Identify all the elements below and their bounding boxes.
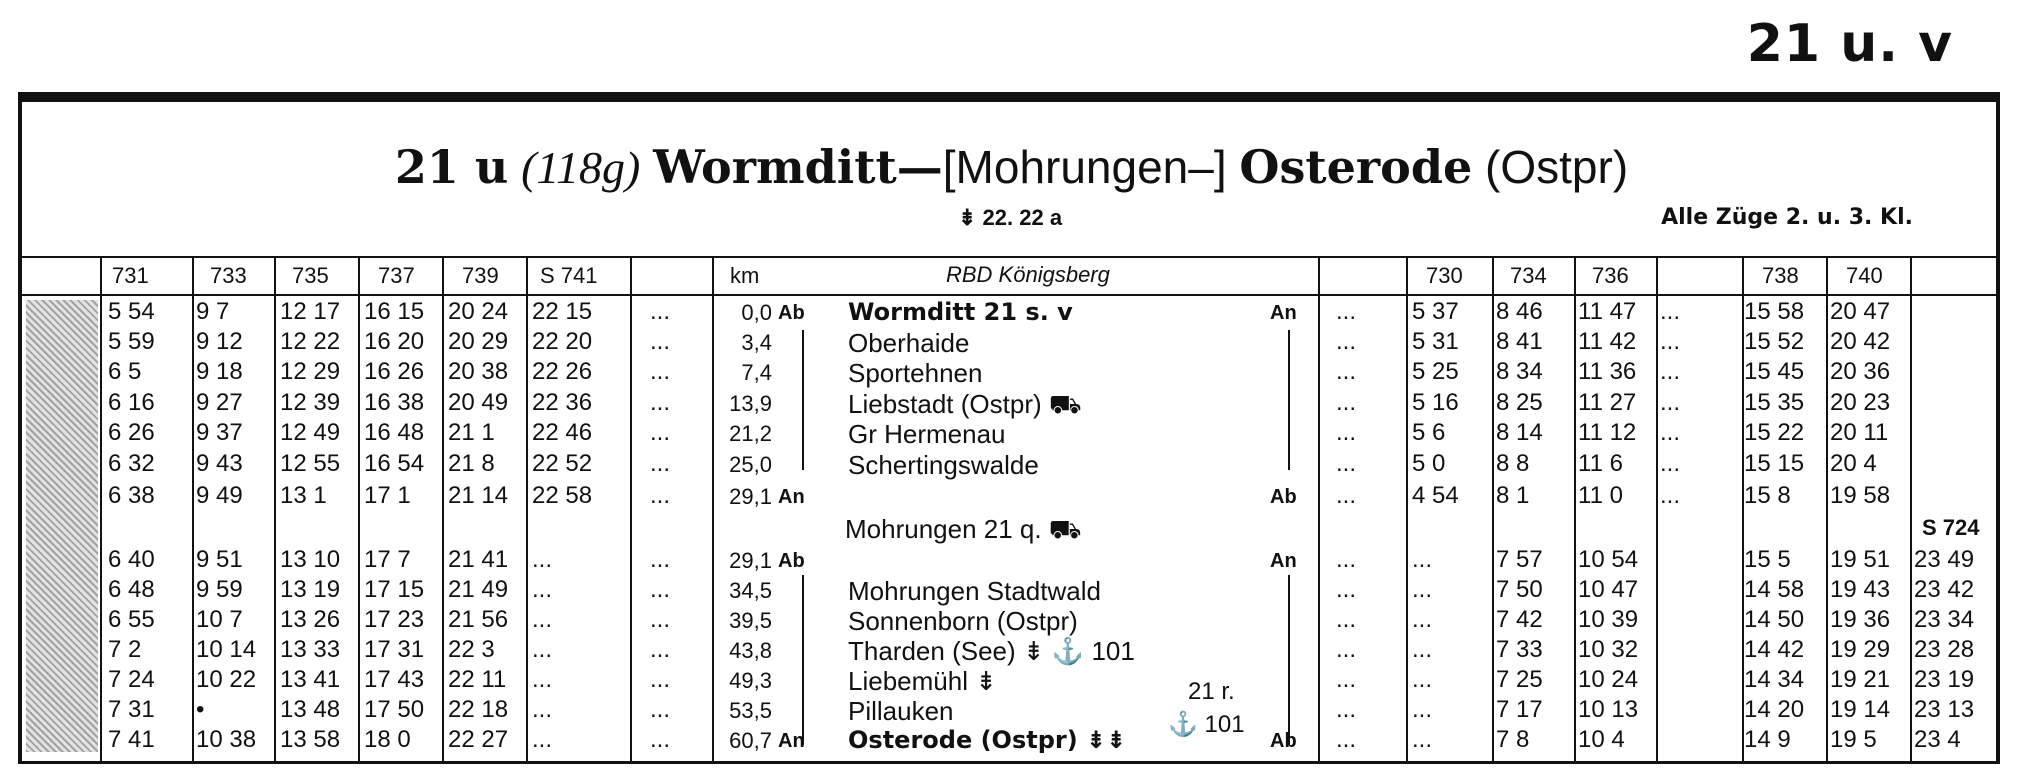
departure-time: 15 52 — [1744, 328, 1805, 355]
departure-time: 9 51 — [196, 546, 243, 573]
column-divider — [630, 258, 632, 764]
station-name: Sonnenborn (Ostpr) — [848, 606, 1078, 636]
column-divider — [1826, 258, 1828, 764]
departure-time: 10 13 — [1578, 696, 1639, 723]
route-via: [Mohrungen–] — [942, 141, 1227, 193]
departure-time: 9 27 — [196, 389, 243, 416]
empty-marker: ... — [1336, 450, 1357, 477]
departure-time: 6 16 — [108, 389, 155, 416]
departure-time: 10 54 — [1578, 546, 1639, 573]
departure-time: 20 42 — [1830, 328, 1891, 355]
km-value: 0,0 — [741, 300, 772, 325]
departure-time: 6 40 — [108, 546, 155, 573]
departure-time: 17 1 — [364, 482, 411, 509]
departure-time: 9 59 — [196, 576, 243, 603]
departure-time: 7 25 — [1496, 666, 1543, 693]
empty-marker: ... — [1336, 726, 1357, 753]
empty-marker: ... — [1336, 419, 1357, 446]
departure-time: ... — [1412, 696, 1433, 723]
km-value: 49,3 — [729, 668, 772, 693]
departure-time: 23 42 — [1914, 576, 1975, 603]
departure-time: 19 51 — [1830, 546, 1891, 573]
empty-marker: ... — [1660, 450, 1681, 477]
right-train-header: 738 — [1762, 263, 1799, 288]
authority: RBD Königsberg — [946, 262, 1110, 287]
departure-time: 15 8 — [1744, 482, 1791, 509]
departure-time: 21 8 — [448, 450, 495, 477]
departure-time: 19 58 — [1830, 482, 1891, 509]
departure-time: 11 36 — [1578, 358, 1637, 385]
departure-time: 21 41 — [448, 546, 509, 573]
departure-time: 16 20 — [364, 328, 425, 355]
empty-marker: ... — [1336, 636, 1357, 663]
departure-time: 12 49 — [280, 419, 341, 446]
departure-time: 10 32 — [1578, 636, 1639, 663]
departure-time: ... — [1412, 636, 1433, 663]
departure-time: 13 41 — [280, 666, 341, 693]
empty-marker: ... — [650, 419, 671, 446]
departure-time: 19 21 — [1830, 666, 1891, 693]
departure-time: 20 11 — [1830, 419, 1889, 446]
departure-time: 13 26 — [280, 606, 341, 633]
departure-time: 16 38 — [364, 389, 425, 416]
departure-time: ... — [532, 576, 553, 603]
departure-time: 9 37 — [196, 419, 243, 446]
departure-time: 12 55 — [280, 450, 341, 477]
departure-time: 23 19 — [1914, 666, 1975, 693]
departure-time: 17 23 — [364, 606, 425, 633]
right-train-header: 740 — [1846, 263, 1883, 288]
empty-marker: ... — [650, 358, 671, 385]
right-train-header: 734 — [1510, 263, 1547, 288]
departure-time: 8 8 — [1496, 450, 1530, 477]
departure-time: ... — [1412, 726, 1433, 753]
departure-time: • — [196, 696, 205, 723]
departure-time: 13 1 — [280, 482, 327, 509]
km-value: 43,8 — [729, 638, 772, 663]
departure-time: ... — [532, 666, 553, 693]
departure-time: 17 15 — [364, 576, 425, 603]
empty-marker: ... — [1336, 328, 1357, 355]
departure-time: 15 35 — [1744, 389, 1805, 416]
departure-time: 22 36 — [532, 389, 593, 416]
page-reference: 21 u. v — [1746, 14, 1953, 74]
departure-time: 21 14 — [448, 482, 509, 509]
station-name: Mohrungen Stadtwald — [848, 576, 1101, 606]
empty-marker: ... — [1660, 298, 1681, 325]
column-divider — [526, 258, 528, 764]
departure-time: ... — [532, 696, 553, 723]
departure-time: 11 12 — [1578, 419, 1637, 446]
column-divider — [1574, 258, 1576, 764]
column-divider — [274, 258, 276, 764]
departure-time: 7 17 — [1496, 696, 1543, 723]
departure-time: 23 4 — [1914, 726, 1961, 753]
station-name: Wormditt 21 s. v — [848, 298, 1073, 326]
empty-marker: ... — [650, 298, 671, 325]
departure-time: 13 19 — [280, 576, 341, 603]
departure-time: 17 50 — [364, 696, 425, 723]
note-21r: 21 r. — [1188, 678, 1235, 705]
departure-time: 12 29 — [280, 358, 341, 385]
left-train-header: S 741 — [540, 263, 598, 288]
empty-marker: ... — [1660, 328, 1681, 355]
route-region: (Ostpr) — [1485, 141, 1629, 193]
departure-time: 13 10 — [280, 546, 341, 573]
column-divider — [1910, 258, 1912, 764]
departure-time: 7 31 — [108, 696, 155, 723]
departure-time: 11 0 — [1578, 482, 1623, 509]
km-value: 21,2 — [729, 421, 772, 446]
station-name: Schertingswalde — [848, 450, 1039, 480]
departure-time: 5 54 — [108, 298, 155, 325]
departure-time: ... — [532, 726, 553, 753]
km-value: 13,9 — [729, 391, 772, 416]
departure-time: 14 34 — [1744, 666, 1805, 693]
column-divider — [192, 258, 194, 764]
empty-marker: ... — [650, 606, 671, 633]
departure-time: 21 49 — [448, 576, 509, 603]
departure-time: 20 4 — [1830, 450, 1877, 477]
empty-marker: ... — [1660, 482, 1681, 509]
departure-time: 6 48 — [108, 576, 155, 603]
departure-time: 6 55 — [108, 606, 155, 633]
empty-marker: ... — [1336, 389, 1357, 416]
empty-marker: ... — [1660, 389, 1681, 416]
departure-time: ... — [532, 546, 553, 573]
departure-time: 6 38 — [108, 482, 155, 509]
departure-time: 20 24 — [448, 298, 509, 325]
departure-time: 11 47 — [1578, 298, 1637, 325]
departure-time: 5 16 — [1412, 389, 1459, 416]
empty-marker: ... — [650, 328, 671, 355]
column-divider — [1406, 258, 1408, 764]
right-train-header: 730 — [1426, 263, 1463, 288]
timetable-title — [0, 140, 2023, 194]
departure-time: 14 20 — [1744, 696, 1805, 723]
departure-time: ... — [1412, 606, 1433, 633]
column-divider — [100, 258, 102, 764]
up-direction-line — [1288, 575, 1290, 745]
empty-marker: ... — [1336, 358, 1357, 385]
departure-time: 19 36 — [1830, 606, 1891, 633]
departure-time: 8 41 — [1496, 328, 1543, 355]
empty-marker: ... — [650, 666, 671, 693]
departure-arrival-mark: Ab — [1270, 486, 1297, 508]
column-divider — [1656, 258, 1658, 764]
column-divider — [1318, 258, 1320, 764]
departure-time: 22 46 — [532, 419, 593, 446]
left-train-header: 731 — [112, 263, 149, 288]
departure-time: 19 5 — [1830, 726, 1877, 753]
departure-time: 8 34 — [1496, 358, 1543, 385]
route-from: Wormditt— — [653, 140, 943, 194]
column-divider — [1492, 258, 1494, 764]
departure-time: 14 58 — [1744, 576, 1805, 603]
departure-time: ... — [1412, 666, 1433, 693]
departure-time: 20 29 — [448, 328, 509, 355]
departure-time: 7 50 — [1496, 576, 1543, 603]
departure-time: 23 49 — [1914, 546, 1975, 573]
departure-time: 16 48 — [364, 419, 425, 446]
departure-time: 7 33 — [1496, 636, 1543, 663]
departure-time: 16 54 — [364, 450, 425, 477]
departure-time: 16 26 — [364, 358, 425, 385]
station-name: Tharden (See) ⇟ ⚓ 101 — [848, 636, 1135, 666]
departure-time: 9 7 — [196, 298, 230, 325]
departure-time: ... — [1412, 576, 1433, 603]
departure-time: 15 45 — [1744, 358, 1805, 385]
empty-marker: ... — [650, 482, 671, 509]
departure-time: 10 24 — [1578, 666, 1639, 693]
empty-marker: ... — [1336, 298, 1357, 325]
departure-arrival-mark: An — [778, 486, 805, 508]
departure-time: 4 54 — [1412, 482, 1459, 509]
departure-time: 22 11 — [448, 666, 507, 693]
departure-time: 20 47 — [1830, 298, 1891, 325]
departure-arrival-mark: Ab — [778, 550, 805, 572]
km-value: 34,5 — [729, 578, 772, 603]
km-value: 25,0 — [729, 452, 772, 477]
departure-time: 17 43 — [364, 666, 425, 693]
station-name: Oberhaide — [848, 328, 970, 358]
departure-time: 12 17 — [280, 298, 341, 325]
departure-time: 14 42 — [1744, 636, 1805, 663]
station-name: Pillauken — [848, 696, 954, 726]
table-number: 21 u — [394, 140, 509, 194]
departure-time: 5 25 — [1412, 358, 1459, 385]
station-name: Liebstadt (Ostpr) ⛟ — [848, 389, 1082, 419]
left-train-header: 735 — [292, 263, 329, 288]
departure-time: 19 43 — [1830, 576, 1891, 603]
departure-arrival-mark: An — [1270, 302, 1297, 324]
departure-time: 23 28 — [1914, 636, 1975, 663]
station-name: Gr Hermenau — [848, 419, 1006, 449]
empty-marker: ... — [1660, 358, 1681, 385]
departure-time: 7 2 — [108, 636, 142, 663]
departure-time: ... — [1412, 546, 1433, 573]
left-train-header: 737 — [378, 263, 415, 288]
empty-marker: ... — [650, 636, 671, 663]
departure-time: 22 20 — [532, 328, 593, 355]
departure-time: 18 0 — [364, 726, 411, 753]
departure-time: 7 8 — [1496, 726, 1530, 753]
departure-time: 20 23 — [1830, 389, 1891, 416]
departure-time: 5 31 — [1412, 328, 1459, 355]
departure-time: 11 42 — [1578, 328, 1637, 355]
departure-time: 5 37 — [1412, 298, 1459, 325]
left-train-header: 733 — [210, 263, 247, 288]
departure-time: 10 7 — [196, 606, 243, 633]
departure-time: 22 3 — [448, 636, 495, 663]
station-name: Osterode (Ostpr) ⇟⇟ — [848, 726, 1127, 754]
station-name: Liebemühl ⇟ — [848, 666, 997, 696]
departure-time: 8 25 — [1496, 389, 1543, 416]
departure-time: 22 18 — [448, 696, 509, 723]
departure-time: 21 1 — [448, 419, 495, 446]
departure-time: ... — [532, 606, 553, 633]
departure-time: 23 34 — [1914, 606, 1975, 633]
departure-time: 22 52 — [532, 450, 593, 477]
departure-time: 20 38 — [448, 358, 509, 385]
right-train-header: 736 — [1592, 263, 1629, 288]
header-rule-top — [22, 256, 1999, 258]
departure-time: 6 5 — [108, 358, 142, 385]
departure-time: 8 46 — [1496, 298, 1543, 325]
departure-time: 19 14 — [1830, 696, 1891, 723]
departure-time: ... — [532, 636, 553, 663]
empty-marker: ... — [650, 546, 671, 573]
departure-time: 5 0 — [1412, 450, 1446, 477]
departure-time: 10 14 — [196, 636, 257, 663]
departure-time: 12 39 — [280, 389, 341, 416]
departure-time: 19 29 — [1830, 636, 1891, 663]
departure-time: 9 12 — [196, 328, 243, 355]
departure-time: 5 6 — [1412, 419, 1446, 446]
empty-marker: ... — [650, 696, 671, 723]
empty-marker: ... — [650, 450, 671, 477]
km-value: 60,7 — [729, 728, 772, 753]
departure-time: 13 58 — [280, 726, 341, 753]
empty-marker: ... — [1336, 696, 1357, 723]
departure-time: 17 31 — [364, 636, 425, 663]
departure-time: 16 15 — [364, 298, 425, 325]
down-direction-line — [802, 330, 804, 470]
departure-time: 17 7 — [364, 546, 411, 573]
departure-time: 10 47 — [1578, 576, 1639, 603]
departure-time: 7 42 — [1496, 606, 1543, 633]
km-value: 53,5 — [729, 698, 772, 723]
departure-arrival-mark: An — [1270, 550, 1297, 572]
km-value: 29,1 — [729, 548, 772, 573]
departure-time: 11 6 — [1578, 450, 1623, 477]
km-value: 7,4 — [741, 360, 772, 385]
empty-marker: ... — [1336, 482, 1357, 509]
departure-time: 15 58 — [1744, 298, 1805, 325]
departure-time: 15 5 — [1744, 546, 1791, 573]
departure-time: 12 22 — [280, 328, 341, 355]
empty-marker: ... — [1336, 666, 1357, 693]
station-name: Sportehnen — [848, 358, 983, 388]
departure-time: 22 27 — [448, 726, 509, 753]
route-to: Osterode — [1239, 140, 1473, 194]
empty-marker: ... — [1660, 419, 1681, 446]
departure-time: 14 50 — [1744, 606, 1805, 633]
departure-time: 8 14 — [1496, 419, 1543, 446]
empty-marker: ... — [650, 726, 671, 753]
departure-time: 22 58 — [532, 482, 593, 509]
departure-time: 21 56 — [448, 606, 509, 633]
empty-marker: ... — [1336, 576, 1357, 603]
departure-time: 9 43 — [196, 450, 243, 477]
departure-time: 11 27 — [1578, 389, 1637, 416]
s724-header: S 724 — [1922, 515, 1980, 540]
up-direction-line — [1288, 330, 1290, 470]
header-rule-bottom — [22, 294, 1999, 296]
departure-time: 20 36 — [1830, 358, 1891, 385]
departure-time: 7 41 — [108, 726, 155, 753]
km-value: 29,1 — [729, 484, 772, 509]
departure-time: 22 26 — [532, 358, 593, 385]
km-value: 39,5 — [729, 608, 772, 633]
departure-time: 6 26 — [108, 419, 155, 446]
empty-marker: ... — [650, 576, 671, 603]
departure-arrival-mark: Ab — [778, 302, 805, 324]
departure-time: 20 49 — [448, 389, 509, 416]
column-divider — [358, 258, 360, 764]
column-divider — [442, 258, 444, 764]
departure-time: 9 18 — [196, 358, 243, 385]
departure-time: 13 33 — [280, 636, 341, 663]
departure-time: 10 4 — [1578, 726, 1625, 753]
departure-time: 10 39 — [1578, 606, 1639, 633]
departure-time: 8 1 — [1496, 482, 1530, 509]
empty-marker: ... — [1336, 606, 1357, 633]
departure-time: 10 22 — [196, 666, 257, 693]
departure-time: 14 9 — [1744, 726, 1791, 753]
departure-time: 7 57 — [1496, 546, 1543, 573]
departure-time: 10 38 — [196, 726, 257, 753]
departure-time: 7 24 — [108, 666, 155, 693]
scan-noise — [26, 300, 98, 752]
departure-time: 13 48 — [280, 696, 341, 723]
table-code: (118g) — [521, 142, 641, 193]
station-name: Mohrungen 21 q. ⛟ — [845, 514, 1082, 544]
departure-time: 22 15 — [532, 298, 593, 325]
empty-marker: ... — [1336, 546, 1357, 573]
down-direction-line — [802, 575, 804, 745]
empty-marker: ... — [650, 389, 671, 416]
reference-tables: ⇟ 22. 22 a — [958, 205, 1063, 230]
note-101: ⚓ 101 — [1168, 711, 1245, 738]
departure-time: 9 49 — [196, 482, 243, 509]
departure-time: 15 22 — [1744, 419, 1805, 446]
departure-time: 5 59 — [108, 328, 155, 355]
departure-time: 23 13 — [1914, 696, 1975, 723]
km-header: km — [730, 263, 760, 288]
departure-time: 6 32 — [108, 450, 155, 477]
departure-time: 15 15 — [1744, 450, 1805, 477]
departure-arrival-mark: Ab — [1270, 730, 1297, 752]
km-value: 3,4 — [741, 330, 772, 355]
class-note: Alle Züge 2. u. 3. Kl. — [1661, 205, 1913, 230]
left-train-header: 739 — [462, 263, 499, 288]
departure-arrival-mark: An — [778, 730, 805, 752]
